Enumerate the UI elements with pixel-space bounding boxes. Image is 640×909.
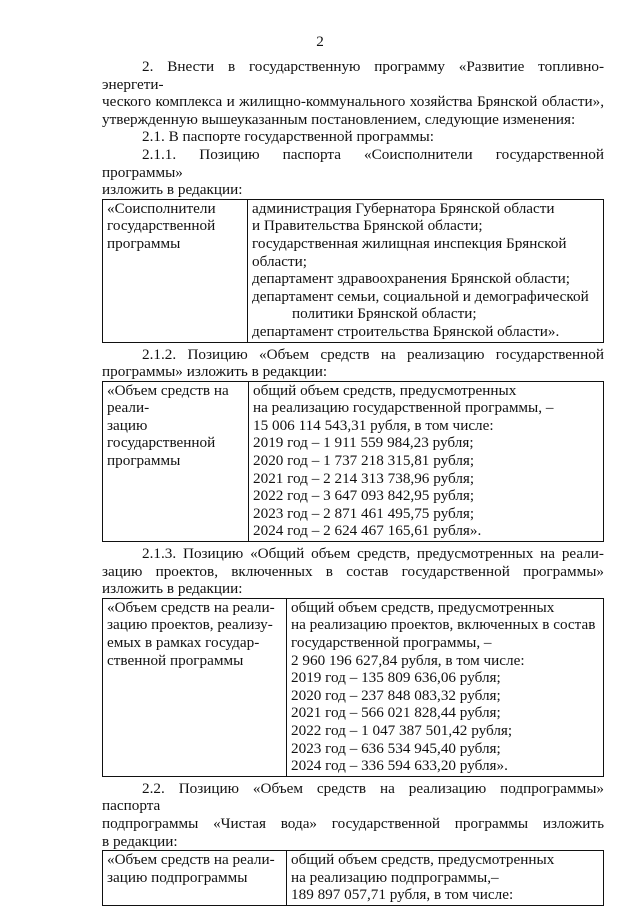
cell-line: «Соисполнители: [107, 199, 216, 217]
cell-line: общий объем средств, предусмотренных: [253, 381, 517, 399]
cell-line: администрация Губернатора Брянской области: [252, 199, 555, 217]
table-value-cell: [249, 381, 604, 541]
table-program-funds: [102, 381, 604, 542]
text-line: зацию проектов, включенных в состав государственной программы»: [102, 562, 604, 580]
cell-line: емых в рамках государ-: [107, 634, 260, 651]
cell-line: 2019 год – 1 911 559 984,23 рубля;: [253, 434, 474, 452]
text-line: 2.1.2. Позицию «Объем средств на реализацию государственной: [142, 345, 604, 363]
table-row: [103, 598, 604, 776]
cell-line: государственная жилищная инспекция Брянской: [252, 234, 567, 252]
table-row: [103, 851, 604, 906]
text-line: 2.1.1. Позицию паспорта «Соисполнители государственной программы»: [102, 145, 604, 181]
table-subprogram-funds: [102, 850, 604, 906]
cell-line: зацию государственной: [107, 416, 216, 452]
cell-line: департамент семьи, социальной и демографической: [252, 287, 589, 305]
cell-line: на реализацию подпрограммы,–: [291, 868, 499, 886]
table-coexecutors: [102, 199, 604, 343]
cell-line: 2022 год – 1 047 387 501,42 рубля;: [291, 721, 513, 739]
paragraph-item-2-1-1: [102, 146, 604, 199]
cell-line: 2019 год – 135 809 636,06 рубля;: [291, 669, 501, 687]
table-row: [103, 381, 604, 541]
cell-line: зацию проектов, реализу-: [107, 616, 273, 634]
cell-line: государственной программы, –: [291, 634, 492, 651]
paragraph-item-2-2: [102, 780, 604, 850]
table-label-cell: [103, 199, 248, 342]
cell-line: общий объем средств, предусмотренных: [291, 598, 555, 616]
cell-line: департамент здравоохранения Брянской области;: [252, 270, 570, 288]
table-label-cell: [103, 381, 249, 541]
cell-line: общий объем средств, предусмотренных: [291, 851, 555, 869]
cell-line: 2024 год – 336 594 633,20 рубля».: [291, 757, 508, 775]
page-number: 2: [316, 33, 324, 50]
text-line: 2.1.3. Позицию «Общий объем средств, предусмотренных на реали-: [142, 545, 604, 563]
table-label-cell: [103, 851, 287, 906]
text-line: 2. Внести в государственную программу «Развитие топливно-энергети-: [102, 58, 604, 93]
cell-line: 189 897 057,71 рубля, в том числе:: [291, 886, 514, 904]
cell-line: 15 006 114 543,31 рубля, в том числе:: [253, 416, 494, 434]
cell-line: программы: [107, 452, 181, 470]
cell-line: 2020 год – 1 737 218 315,81 рубля;: [253, 452, 475, 470]
paragraph-item-2-1-2: [102, 346, 604, 381]
table-value-cell: [287, 851, 604, 906]
cell-line: 2023 год – 2 871 461 495,75 рубля;: [253, 504, 475, 522]
cell-line: политики Брянской области;: [292, 305, 477, 323]
document-body: [102, 58, 604, 909]
cell-line: 2023 год – 636 534 945,40 рубля;: [291, 739, 501, 757]
table-value-cell: [248, 199, 604, 342]
cell-line: зацию подпрограммы: [107, 868, 248, 886]
cell-line: «Объем средств на реали-: [107, 381, 229, 417]
table-label-cell: [103, 598, 287, 776]
text-line: подпрограммы «Чистая вода» государственной программы изложить: [102, 814, 604, 832]
table-value-cell: [287, 598, 604, 776]
cell-line: 2024 год – 2 624 467 165,61 рубля».: [253, 522, 482, 540]
text-line: 2.2. Позицию «Объем средств на реализацию подпрограммы» паспорта: [102, 779, 604, 815]
cell-line: ственной программы: [107, 651, 244, 669]
text-line: ческого комплекса и жилищно-коммунального хозяйства Брянской области»,: [102, 93, 604, 111]
cell-line: «Объем средств на реали-: [107, 851, 275, 869]
table-project-funds: [102, 598, 604, 777]
table-row: [103, 199, 604, 342]
cell-line: области;: [252, 252, 307, 270]
text-line: утвержденную вышеуказанным постановлением, следующие изменения:: [102, 110, 576, 128]
text-line: в редакции:: [102, 832, 178, 850]
cell-line: программы: [107, 234, 181, 252]
text-line: изложить в редакции:: [102, 181, 243, 199]
cell-line: 2 960 196 627,84 рубля, в том числе:: [291, 651, 525, 669]
cell-line: государственной: [107, 217, 216, 235]
paragraph-item-2: [102, 58, 604, 128]
cell-line: и Правительства Брянской области;: [252, 217, 483, 235]
cell-line: департамент строительства Брянской области».: [252, 322, 560, 340]
cell-line: 2020 год – 237 848 083,32 рубля;: [291, 686, 501, 704]
cell-line: 2021 год – 2 214 313 738,96 рубля;: [253, 469, 475, 487]
paragraph-item-2-1-3: [102, 545, 604, 598]
cell-line: на реализацию государственной программы, –: [253, 399, 554, 417]
cell-line: на реализацию проектов, включенных в состав: [291, 616, 596, 634]
cell-line: «Объем средств на реали-: [107, 598, 275, 616]
text-line: программы» изложить в редакции:: [102, 363, 328, 381]
text-line: изложить в редакции:: [102, 580, 243, 598]
cell-line: 2021 год – 566 021 828,44 рубля;: [291, 704, 501, 722]
paragraph-item-2-1: 2.1. В паспорте государственной программы:: [142, 128, 434, 146]
cell-line: 2022 год – 3 647 093 842,95 рубля;: [253, 487, 475, 505]
